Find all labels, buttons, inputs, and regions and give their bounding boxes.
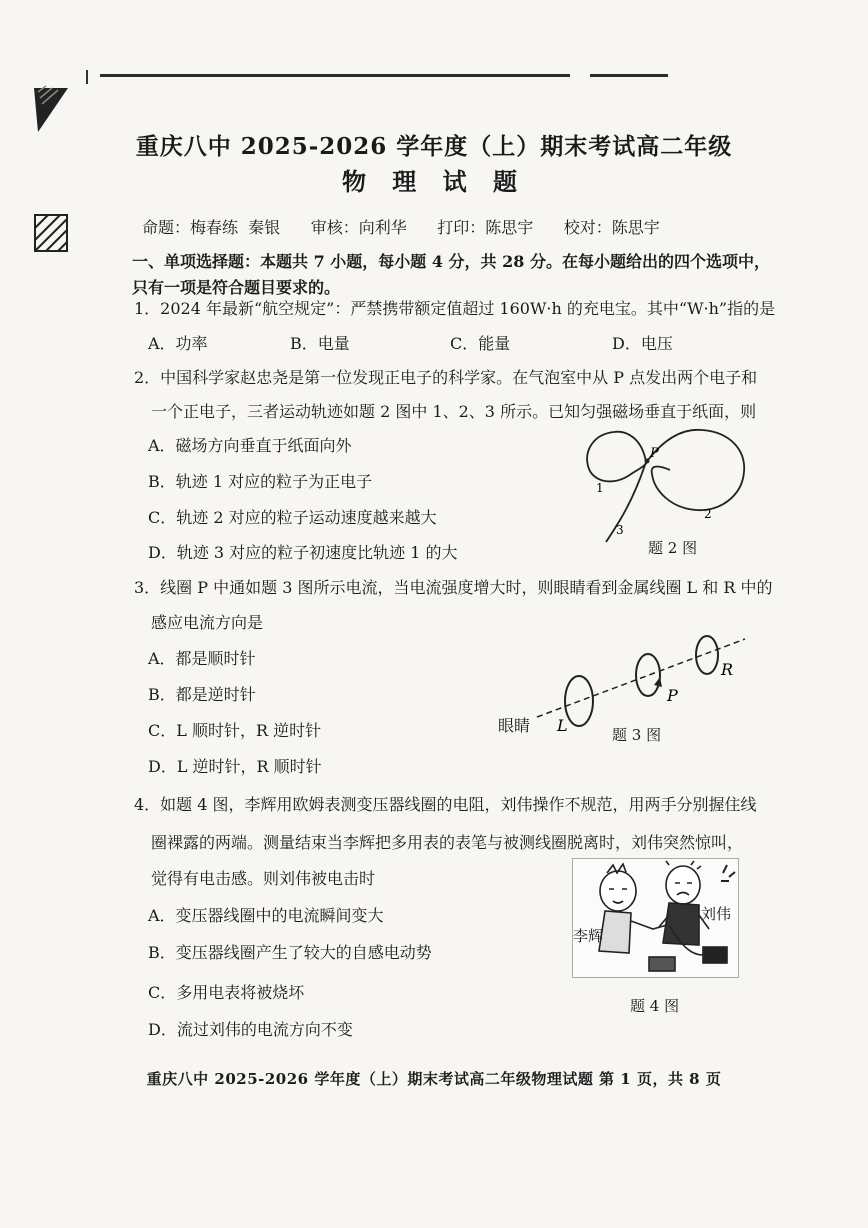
track-label-2: 2 bbox=[704, 507, 712, 521]
transformer-box bbox=[703, 947, 727, 963]
track-3 bbox=[606, 462, 646, 542]
section-heading-line1: 一、单项选择题：本题共 7 小题，每小题 4 分，共 28 分。在每小题给出的四个选项中， bbox=[132, 252, 770, 271]
staff-line: 命题：梅春练 秦银 审核：向利华 打印：陈思宇 校对：陈思宇 bbox=[142, 218, 660, 237]
q3-option-d: D．L 逆时针，R 顺时针 bbox=[148, 757, 322, 776]
q3-stem-line1: 3．线圈 P 中通如题 3 图所示电流，当电流强度增大时，则眼睛看到金属线圈 L 和 R 中的 bbox=[134, 578, 773, 597]
q2-option-c: C．轨迹 2 对应的粒子运动速度越来越大 bbox=[148, 508, 437, 527]
name-liu-wei: 刘伟 bbox=[701, 905, 732, 923]
track-label-1: 1 bbox=[596, 481, 604, 495]
q1-option-d: D．电压 bbox=[612, 334, 673, 353]
q3-figure-caption: 题 3 图 bbox=[612, 726, 662, 744]
coil-r bbox=[696, 636, 718, 674]
li-hui-head bbox=[600, 871, 636, 911]
q4-stem-line3: 觉得有电击感。则刘伟被电击时 bbox=[151, 869, 376, 888]
q4-stem-line1: 4．如题 4 图，李辉用欧姆表测变压器线圈的电阻，刘伟操作不规范，用两手分别握住线 bbox=[134, 795, 757, 814]
track-2 bbox=[648, 430, 744, 510]
liu-wei-head bbox=[666, 866, 700, 904]
q3-option-a: A．都是顺时针 bbox=[148, 649, 256, 668]
point-label-p: P bbox=[650, 446, 659, 461]
coil-label-p: P bbox=[667, 686, 678, 705]
q1-stem: 1．2024 年最新“航空规定”：严禁携带额定值超过 160W·h 的充电宝。其中“W·h”指的是 bbox=[134, 299, 776, 318]
q4-option-d: D．流过刘伟的电流方向不变 bbox=[148, 1020, 353, 1039]
q4-option-a: A．变压器线圈中的电流瞬间变大 bbox=[148, 906, 384, 925]
top-rule-left bbox=[100, 74, 570, 77]
track-label-3: 3 bbox=[616, 523, 624, 537]
eye-label: 眼睛 bbox=[498, 716, 531, 735]
subject-title: 物 理 试 题 bbox=[341, 167, 527, 196]
name-li-hui: 李辉 bbox=[573, 927, 604, 945]
binding-mark-hatched bbox=[34, 214, 68, 252]
q1-option-c: C．能量 bbox=[450, 334, 511, 353]
q2-stem-line1: 2．中国科学家赵忠尧是第一位发现正电子的科学家。在气泡室中从 P 点发出两个电子和 bbox=[134, 368, 758, 387]
q1-option-a: A．功率 bbox=[148, 334, 208, 353]
q3-option-c: C．L 顺时针，R 逆时针 bbox=[148, 721, 322, 740]
section-heading-line2: 只有一项是符合题目要求的。 bbox=[132, 278, 341, 297]
q4-figure bbox=[572, 858, 739, 978]
q2-option-a: A．磁场方向垂直于纸面向外 bbox=[148, 436, 352, 455]
q3-option-b: B．都是逆时针 bbox=[148, 685, 256, 704]
q4-figure-caption: 题 4 图 bbox=[630, 997, 680, 1015]
li-hui-body bbox=[599, 911, 631, 953]
top-left-tick bbox=[86, 70, 88, 84]
exam-title: 重庆八中 2025-2026 学年度（上）期末考试高二年级 bbox=[135, 133, 733, 160]
q3-stem-line2: 感应电流方向是 bbox=[151, 613, 264, 632]
coil-p bbox=[636, 654, 660, 696]
q2-option-d: D．轨迹 3 对应的粒子初速度比轨迹 1 的大 bbox=[148, 543, 458, 562]
top-rule-right bbox=[590, 74, 668, 77]
coil-label-l: L bbox=[557, 716, 568, 735]
q2-option-b: B．轨迹 1 对应的粒子为正电子 bbox=[148, 472, 373, 491]
liu-wei-body bbox=[663, 903, 699, 945]
q4-option-c: C．多用电表将被烧坏 bbox=[148, 983, 305, 1002]
track-1 bbox=[587, 432, 648, 482]
q2-stem-line2: 一个正电子，三者运动轨迹如题 2 图中 1、2、3 所示。已知匀强磁场垂直于纸面，则 bbox=[151, 402, 757, 421]
coil-label-r: R bbox=[721, 660, 734, 679]
q4-stem-line2: 圈裸露的两端。测量结束当李辉把多用表的表笔与被测线圈脱离时，刘伟突然惊叫， bbox=[151, 833, 744, 852]
q4-option-b: B．变压器线圈产生了较大的自感电动势 bbox=[148, 943, 432, 962]
page-footer: 重庆八中 2025-2026 学年度（上）期末考试高二年级物理试题 第 1 页，共 8 页 bbox=[146, 1070, 722, 1088]
binding-mark-top bbox=[30, 82, 70, 134]
multimeter-box bbox=[649, 957, 675, 971]
q2-figure-caption: 题 2 图 bbox=[648, 539, 698, 557]
q1-option-b: B．电量 bbox=[290, 334, 350, 353]
